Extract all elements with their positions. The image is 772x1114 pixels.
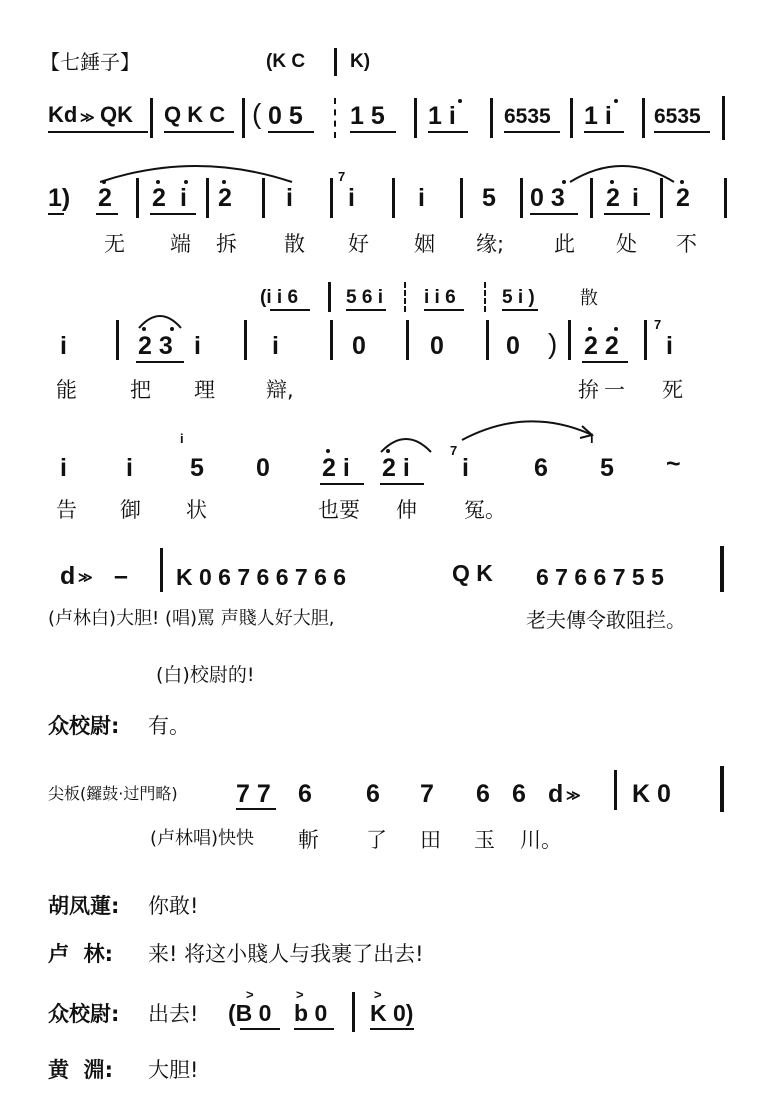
note: i bbox=[666, 332, 673, 360]
note: 2 2 bbox=[584, 332, 619, 360]
barline-end bbox=[720, 766, 724, 812]
interlude-measure: 5 6 i bbox=[346, 287, 383, 308]
barline bbox=[520, 178, 523, 218]
underline bbox=[582, 361, 628, 363]
high-dot bbox=[680, 180, 684, 184]
speaker-label: 卢 林: bbox=[48, 942, 114, 966]
barline bbox=[414, 98, 417, 138]
note: 6 bbox=[476, 780, 490, 808]
lyric: 斬 bbox=[298, 828, 319, 852]
underline bbox=[48, 213, 64, 215]
tie-mark: ~ bbox=[666, 450, 681, 478]
speaker-label: 众校尉: bbox=[48, 714, 120, 738]
dialogue-text: (白)校尉的! bbox=[156, 664, 255, 686]
underline bbox=[136, 361, 184, 363]
underline bbox=[380, 483, 424, 485]
high-dot bbox=[614, 327, 618, 331]
underline bbox=[504, 131, 560, 133]
measure-r0-1: 0 5 bbox=[268, 102, 303, 130]
note: 5 bbox=[482, 184, 496, 212]
slur bbox=[96, 158, 296, 188]
barline bbox=[486, 320, 489, 360]
accent-mark: > bbox=[246, 987, 254, 1002]
lyric: 了 bbox=[366, 828, 387, 852]
note: i bbox=[180, 184, 187, 212]
lyric: 处 bbox=[616, 232, 637, 256]
note: 2 bbox=[98, 184, 112, 212]
barline bbox=[334, 48, 337, 76]
lyric: 状 bbox=[186, 498, 207, 522]
measure-r0-2: 1 5 bbox=[350, 102, 385, 130]
lyric: 辯, bbox=[266, 378, 294, 402]
underline bbox=[270, 309, 310, 311]
lyric: 伸 bbox=[396, 498, 417, 522]
note: 5 bbox=[190, 454, 204, 482]
barline bbox=[644, 320, 647, 360]
note: 2 bbox=[676, 184, 690, 212]
percussion-pattern: K 0) bbox=[370, 1000, 414, 1026]
high-dot bbox=[142, 327, 146, 331]
note: i bbox=[60, 454, 67, 482]
grace-note: i bbox=[180, 431, 184, 446]
barline bbox=[642, 98, 645, 138]
accent-mark: > bbox=[296, 987, 304, 1002]
barline bbox=[330, 178, 333, 218]
note: 6 bbox=[298, 780, 312, 808]
barline bbox=[206, 178, 209, 218]
underline bbox=[164, 131, 234, 133]
barline bbox=[262, 178, 265, 218]
interlude-measure: i i 6 bbox=[424, 287, 456, 308]
slur-arrow bbox=[456, 410, 596, 446]
dialogue-text: 出去! bbox=[148, 1002, 199, 1026]
note: 6 bbox=[534, 454, 548, 482]
note: i bbox=[632, 184, 639, 212]
note: i bbox=[462, 454, 469, 482]
measure-r0-6: 6535 bbox=[654, 105, 701, 128]
measure-r0-4: 6535 bbox=[504, 105, 551, 128]
barline bbox=[330, 320, 333, 360]
note: 6 bbox=[512, 780, 526, 808]
perc-top-1: (K C bbox=[266, 51, 306, 72]
dialogue-text: 有。 bbox=[148, 714, 190, 738]
high-dot bbox=[222, 180, 226, 184]
lyric: 理 bbox=[194, 378, 215, 402]
tune-title: 【七錘子】 bbox=[40, 50, 140, 74]
lyric: 无 bbox=[104, 232, 125, 256]
kd-prefix: Kd bbox=[48, 102, 78, 127]
roll-mark: ≫ bbox=[78, 569, 93, 585]
high-dot bbox=[610, 180, 614, 184]
underline bbox=[350, 131, 396, 133]
note: d bbox=[548, 780, 564, 808]
percussion-pattern: b 0 bbox=[294, 1000, 328, 1026]
lyric: 也要 bbox=[318, 498, 360, 522]
high-dot bbox=[184, 180, 188, 184]
underline bbox=[240, 1028, 280, 1030]
note: 7 bbox=[420, 780, 434, 808]
barline bbox=[614, 770, 617, 810]
barline bbox=[160, 548, 163, 592]
lyric: 缘; bbox=[476, 232, 505, 256]
barline-dashed bbox=[404, 282, 406, 312]
qk-label: QK bbox=[100, 102, 133, 127]
note: 2 bbox=[606, 184, 620, 212]
barline bbox=[660, 178, 663, 218]
barline-dashed bbox=[484, 282, 486, 312]
measure-r0-5: 1 i bbox=[584, 102, 612, 130]
barline bbox=[352, 992, 355, 1032]
underline bbox=[424, 309, 464, 311]
note: i bbox=[272, 332, 279, 360]
lyric: 一 bbox=[604, 378, 625, 402]
lyric: 此 bbox=[554, 232, 575, 256]
percussion-pattern: K 0 6 7 6 6 7 6 6 bbox=[176, 564, 347, 590]
note: i bbox=[348, 184, 355, 212]
underline bbox=[150, 213, 196, 215]
barline-dashed bbox=[334, 98, 336, 138]
lyric: 告 bbox=[56, 498, 77, 522]
lyric: 拆 bbox=[216, 232, 237, 256]
note: i bbox=[418, 184, 425, 212]
underline bbox=[294, 1028, 334, 1030]
roll-mark: ≫ bbox=[566, 787, 581, 803]
underline bbox=[48, 131, 148, 133]
barline-end bbox=[720, 546, 724, 592]
lyric: 玉 bbox=[474, 828, 495, 852]
section-label: 尖板(鑼鼓·过門略) bbox=[48, 784, 178, 803]
underline bbox=[370, 1028, 414, 1030]
underline bbox=[96, 213, 118, 215]
high-dot bbox=[156, 180, 160, 184]
barline bbox=[590, 178, 593, 218]
underline bbox=[530, 213, 578, 215]
barline bbox=[392, 178, 395, 218]
underline bbox=[584, 131, 624, 133]
barline-end bbox=[724, 178, 727, 218]
grace-note: i bbox=[590, 431, 594, 446]
note: i bbox=[286, 184, 293, 212]
speaker-label: 胡凤蓮: bbox=[48, 894, 120, 918]
barline bbox=[150, 98, 153, 138]
barline bbox=[568, 320, 571, 360]
close-paren: ) bbox=[548, 328, 558, 359]
interlude-measure: 5 i ) bbox=[502, 287, 535, 308]
underline bbox=[236, 808, 276, 810]
grace-note: 7 bbox=[654, 317, 662, 332]
qkc-label: Q K C bbox=[164, 102, 226, 127]
note: 7 7 bbox=[236, 780, 271, 808]
note: 2 i bbox=[322, 454, 350, 482]
lyric: 冤。 bbox=[464, 498, 506, 522]
barline bbox=[328, 282, 331, 312]
underline bbox=[604, 213, 650, 215]
high-dot bbox=[102, 180, 106, 184]
high-dot bbox=[588, 327, 592, 331]
high-dot bbox=[614, 99, 618, 103]
accent-mark: > bbox=[374, 987, 382, 1002]
perc-top-2: K) bbox=[350, 51, 371, 72]
lyric: 拚 bbox=[578, 378, 599, 402]
note: 0 3 bbox=[530, 184, 565, 212]
lyric: 田 bbox=[420, 828, 441, 852]
barline bbox=[136, 178, 139, 218]
lyric: 能 bbox=[56, 378, 77, 402]
underline bbox=[428, 131, 468, 133]
dialogue-text: 你敢! bbox=[148, 894, 199, 918]
free-tempo-mark: 散 bbox=[580, 288, 598, 309]
lyric: 姻 bbox=[414, 232, 435, 256]
underline bbox=[346, 309, 386, 311]
note: 0 bbox=[430, 332, 444, 360]
lyric: 不 bbox=[676, 232, 697, 256]
barline bbox=[490, 98, 493, 138]
note: 5 bbox=[600, 454, 614, 482]
open-paren: ( bbox=[252, 98, 262, 129]
note: 6 bbox=[366, 780, 380, 808]
note: 1) bbox=[48, 184, 71, 212]
underline bbox=[320, 483, 364, 485]
barline bbox=[116, 320, 119, 360]
note: 2 3 bbox=[138, 332, 173, 360]
dash: – bbox=[114, 562, 128, 590]
high-dot bbox=[386, 449, 390, 453]
high-dot bbox=[170, 327, 174, 331]
high-dot bbox=[562, 180, 566, 184]
note: 0 bbox=[506, 332, 520, 360]
barline bbox=[406, 320, 409, 360]
lyric-line: 老夫傳令敢阻拦。 bbox=[526, 608, 686, 632]
barline-end bbox=[722, 96, 725, 140]
note: i bbox=[126, 454, 133, 482]
barline bbox=[570, 98, 573, 138]
barline bbox=[242, 98, 245, 138]
note: 2 bbox=[152, 184, 166, 212]
qk-label: Q K bbox=[452, 560, 493, 586]
dialogue-text: 来! 将这小賤人与我裹了出去! bbox=[148, 942, 424, 966]
percussion-pattern: K 0 bbox=[632, 780, 671, 808]
speaker-label: 众校尉: bbox=[48, 1002, 120, 1026]
lyric: 死 bbox=[662, 378, 683, 402]
note: 0 bbox=[352, 332, 366, 360]
lyric: 好 bbox=[348, 232, 369, 256]
barline bbox=[460, 178, 463, 218]
high-dot bbox=[326, 449, 330, 453]
barline bbox=[244, 320, 247, 360]
measure-r0-3: 1 i bbox=[428, 102, 456, 130]
note: 2 bbox=[218, 184, 232, 212]
grace-note: 7 bbox=[338, 169, 346, 184]
lyric-line: (卢林白)大胆! (唱)罵 声賤人好大胆, bbox=[48, 608, 335, 629]
lyric: 散 bbox=[284, 232, 305, 256]
underline bbox=[654, 131, 710, 133]
grace-note: 7 bbox=[450, 443, 458, 458]
underline bbox=[268, 131, 314, 133]
lyric: 御 bbox=[120, 498, 141, 522]
percussion-pattern: 6 7 6 6 7 5 5 bbox=[536, 564, 664, 590]
speaker-label: 黄 淵: bbox=[48, 1058, 114, 1082]
note: d bbox=[60, 562, 76, 590]
high-dot bbox=[458, 99, 462, 103]
note: i bbox=[194, 332, 201, 360]
note: 2 i bbox=[382, 454, 410, 482]
note: 0 bbox=[256, 454, 270, 482]
roll-mark: ≫ bbox=[80, 109, 95, 125]
percussion-pattern: (B 0 bbox=[228, 1000, 272, 1026]
lyric-line: (卢林唱)快快 bbox=[150, 828, 255, 849]
dialogue-text: 大胆! bbox=[148, 1058, 199, 1082]
lyric: 川。 bbox=[520, 828, 562, 852]
lyric: 把 bbox=[130, 378, 151, 402]
note: i bbox=[60, 332, 67, 360]
underline bbox=[502, 309, 538, 311]
interlude-measure: (i i 6 bbox=[260, 287, 299, 308]
lyric: 端 bbox=[170, 232, 191, 256]
